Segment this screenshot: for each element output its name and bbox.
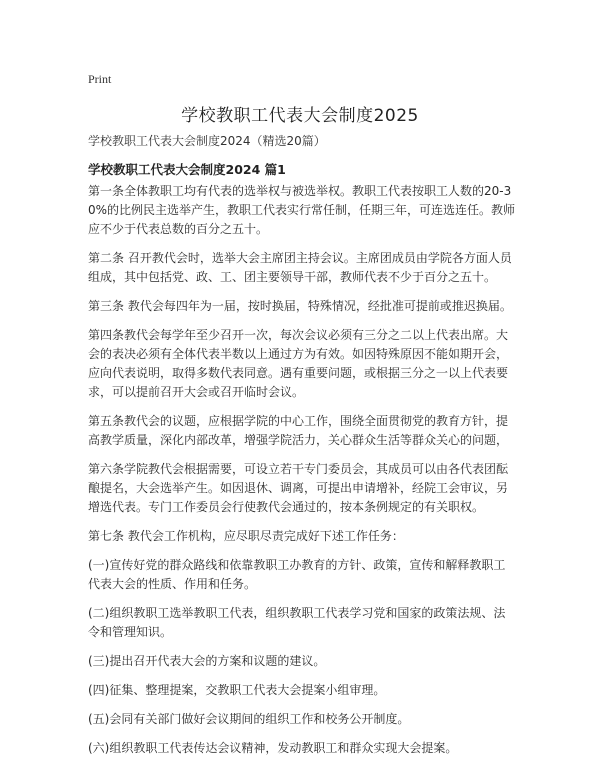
paragraph-article-1: 第一条全体教职工均有代表的选举权与被选举权。教职工代表按职工人数的20-30%的比例民主选举产生，教职工代表实行常任制，任期三年，可连选连任。教师应不少于代表总数的百分之五十。 bbox=[88, 184, 516, 236]
list-item-task-2: (二)组织教职工选举教职工代表，组织教职工代表学习党和国家的政策法规、法令和管理知识。 bbox=[88, 606, 506, 639]
list-item-task-3: (三)提出召开代表大会的方案和议题的建议。 bbox=[88, 654, 326, 668]
paragraph-article-6: 第六条学院教代会根据需要，可设立若干专门委员会，其成员可以由各代表团酝酿提名，大会选举产生。如因退休、调离，可提出申请增补，经院工会审议，另增选代表。专门工作委员会行使教代会通过的，按本条例规定的有关职权。 bbox=[88, 462, 509, 514]
list-item-task-6: (六)组织教职工代表传达会议精神，发动教职工和群众实现大会提案。 bbox=[88, 741, 458, 755]
section-heading: 学校教职工代表大会制度2024 篇1 bbox=[88, 162, 286, 177]
list-item-task-5: (五)会同有关部门做好会议期间的组织工作和校务公开制度。 bbox=[88, 712, 410, 726]
page-title: 学校教职工代表大会制度2025 bbox=[181, 106, 419, 126]
list-item-task-4: (四)征集、整理提案，交教职工代表大会提案小组审理。 bbox=[88, 683, 386, 697]
document-body bbox=[88, 182, 516, 768]
paragraph-article-3: 第三条 教代会每四年为一届，按时换届，特殊情况，经批准可提前或推迟换届。 bbox=[88, 299, 512, 313]
print-label[interactable]: Print bbox=[88, 72, 112, 86]
paragraph-article-2: 第二条 召开教代会时，选举大会主席团主持会议。主席团成员由学院各方面人员组成，其中包括党、政、工、团主要领导干部，教师代表不少于百分之五十。 bbox=[88, 251, 512, 284]
document-subtitle: 学校教职工代表大会制度2024（精选20篇） bbox=[88, 134, 326, 148]
paragraph-article-5: 第五条教代会的议题，应根据学院的中心工作，围绕全面贯彻党的教育方针，提高教学质量，深化内部改革，增强学院活力，关心群众生活等群众关心的问题， bbox=[88, 414, 509, 447]
list-item-task-1: (一)宣传好党的群众路线和依靠教职工办教育的方针、政策，宣传和解释教职工代表大会的性质、作用和任务。 bbox=[88, 558, 506, 591]
paragraph-article-7: 第七条 教代会工作机构，应尽职尽责完成好下述工作任务： bbox=[88, 529, 404, 543]
paragraph-article-4: 第四条教代会每学年至少召开一次，每次会议必须有三分之二以上代表出席。大会的表决必须有全体代表半数以上通过方为有效。如因特殊原因不能如期开会，应向代表说明，取得多数代表同意。遇有重要问题，或根据三分之一以上代表要求，可以提前召开大会或召开临时会议。 bbox=[88, 328, 509, 399]
